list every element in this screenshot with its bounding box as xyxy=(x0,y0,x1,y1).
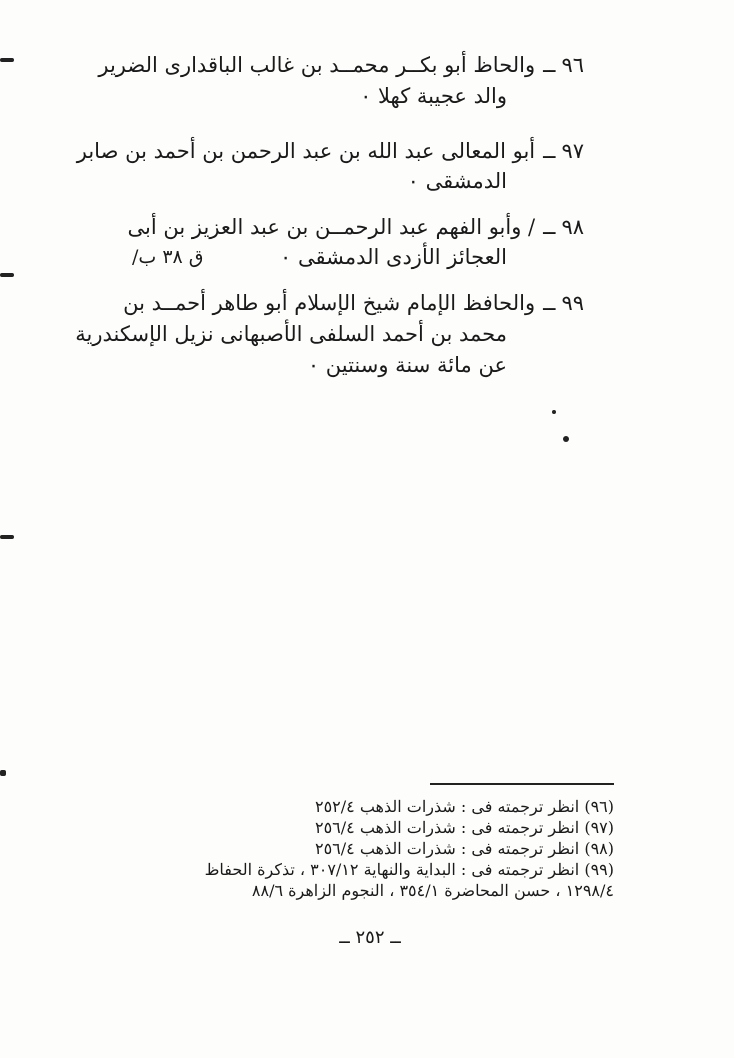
entry-text: والحاظ أبو بكــر محمــد بن غالب الباقدارى الضرير xyxy=(98,53,536,77)
entry-97-line-2 xyxy=(408,166,507,196)
entry-96-line-2 xyxy=(360,81,507,111)
footnote-rule xyxy=(430,783,614,785)
footnote-99-continued: ١٢٩٨/٤ ، حسن المحاضرة ٣٥٤/١ ، النجوم الزاهرة ٨٨/٦ xyxy=(251,881,614,900)
entry-number: ٩٨ xyxy=(561,215,584,239)
entry-96-line-1 xyxy=(98,50,584,80)
page-number: ــ ٢٥٢ ــ xyxy=(339,927,401,948)
entry-dash: ــ xyxy=(543,215,556,239)
footnote-96: (٩٦) انظر ترجمته فى : شذرات الذهب ٢٥٢/٤ xyxy=(314,797,614,816)
entry-97-line-1 xyxy=(77,136,584,166)
entry-text: عن مائة سنة وسنتين ٠ xyxy=(307,353,507,377)
scan-speck xyxy=(552,410,556,414)
entry-text: والد عجيبة كهلا ٠ xyxy=(360,84,507,108)
entry-text: أبو المعالى عبد الله بن عبد الرحمن بن أحمد بن صابر xyxy=(76,139,536,163)
scan-speck xyxy=(563,436,569,442)
footnote-98: (٩٨) انظر ترجمته فى : شذرات الذهب ٢٥٦/٤ xyxy=(314,839,614,858)
entry-98-line-1 xyxy=(128,212,584,242)
edge-mark xyxy=(0,58,14,62)
entry-99-line-3 xyxy=(308,350,507,380)
edge-mark xyxy=(0,770,6,776)
entry-number: ٩٧ xyxy=(561,139,584,163)
entry-text: محمد بن أحمد السلفى الأصبهانى نزيل الإسكندرية xyxy=(75,322,507,346)
entry-text: العجائز الأزدى الدمشقى ٠ xyxy=(280,245,507,269)
folio-marker: /ق ٣٨ ب xyxy=(132,246,204,268)
entry-text: / وأبو الفهم عبد الرحمــن بن عبد العزيز بن أبى xyxy=(127,215,536,239)
entry-number: ٩٦ xyxy=(561,53,584,77)
entry-dash: ــ xyxy=(543,291,556,315)
entry-number: ٩٩ xyxy=(561,291,584,315)
entry-text: والحافظ الإمام شيخ الإسلام أبو طاهر أحمــد بن xyxy=(123,291,536,315)
entry-98-line-2 xyxy=(280,242,507,272)
footnote-99: (٩٩) انظر ترجمته فى : البداية والنهاية ٣٠٧/١٢ ، تذكرة الحفاظ xyxy=(204,860,614,879)
entry-99-line-1 xyxy=(123,288,584,318)
entry-text: الدمشقى ٠ xyxy=(407,169,507,193)
edge-mark xyxy=(0,273,14,277)
entry-99-line-2 xyxy=(75,319,507,349)
edge-mark xyxy=(0,535,14,539)
entry-dash: ــ xyxy=(543,53,556,77)
entry-dash: ــ xyxy=(543,139,556,163)
footnote-97: (٩٧) انظر ترجمته فى : شذرات الذهب ٢٥٦/٤ xyxy=(314,818,614,837)
